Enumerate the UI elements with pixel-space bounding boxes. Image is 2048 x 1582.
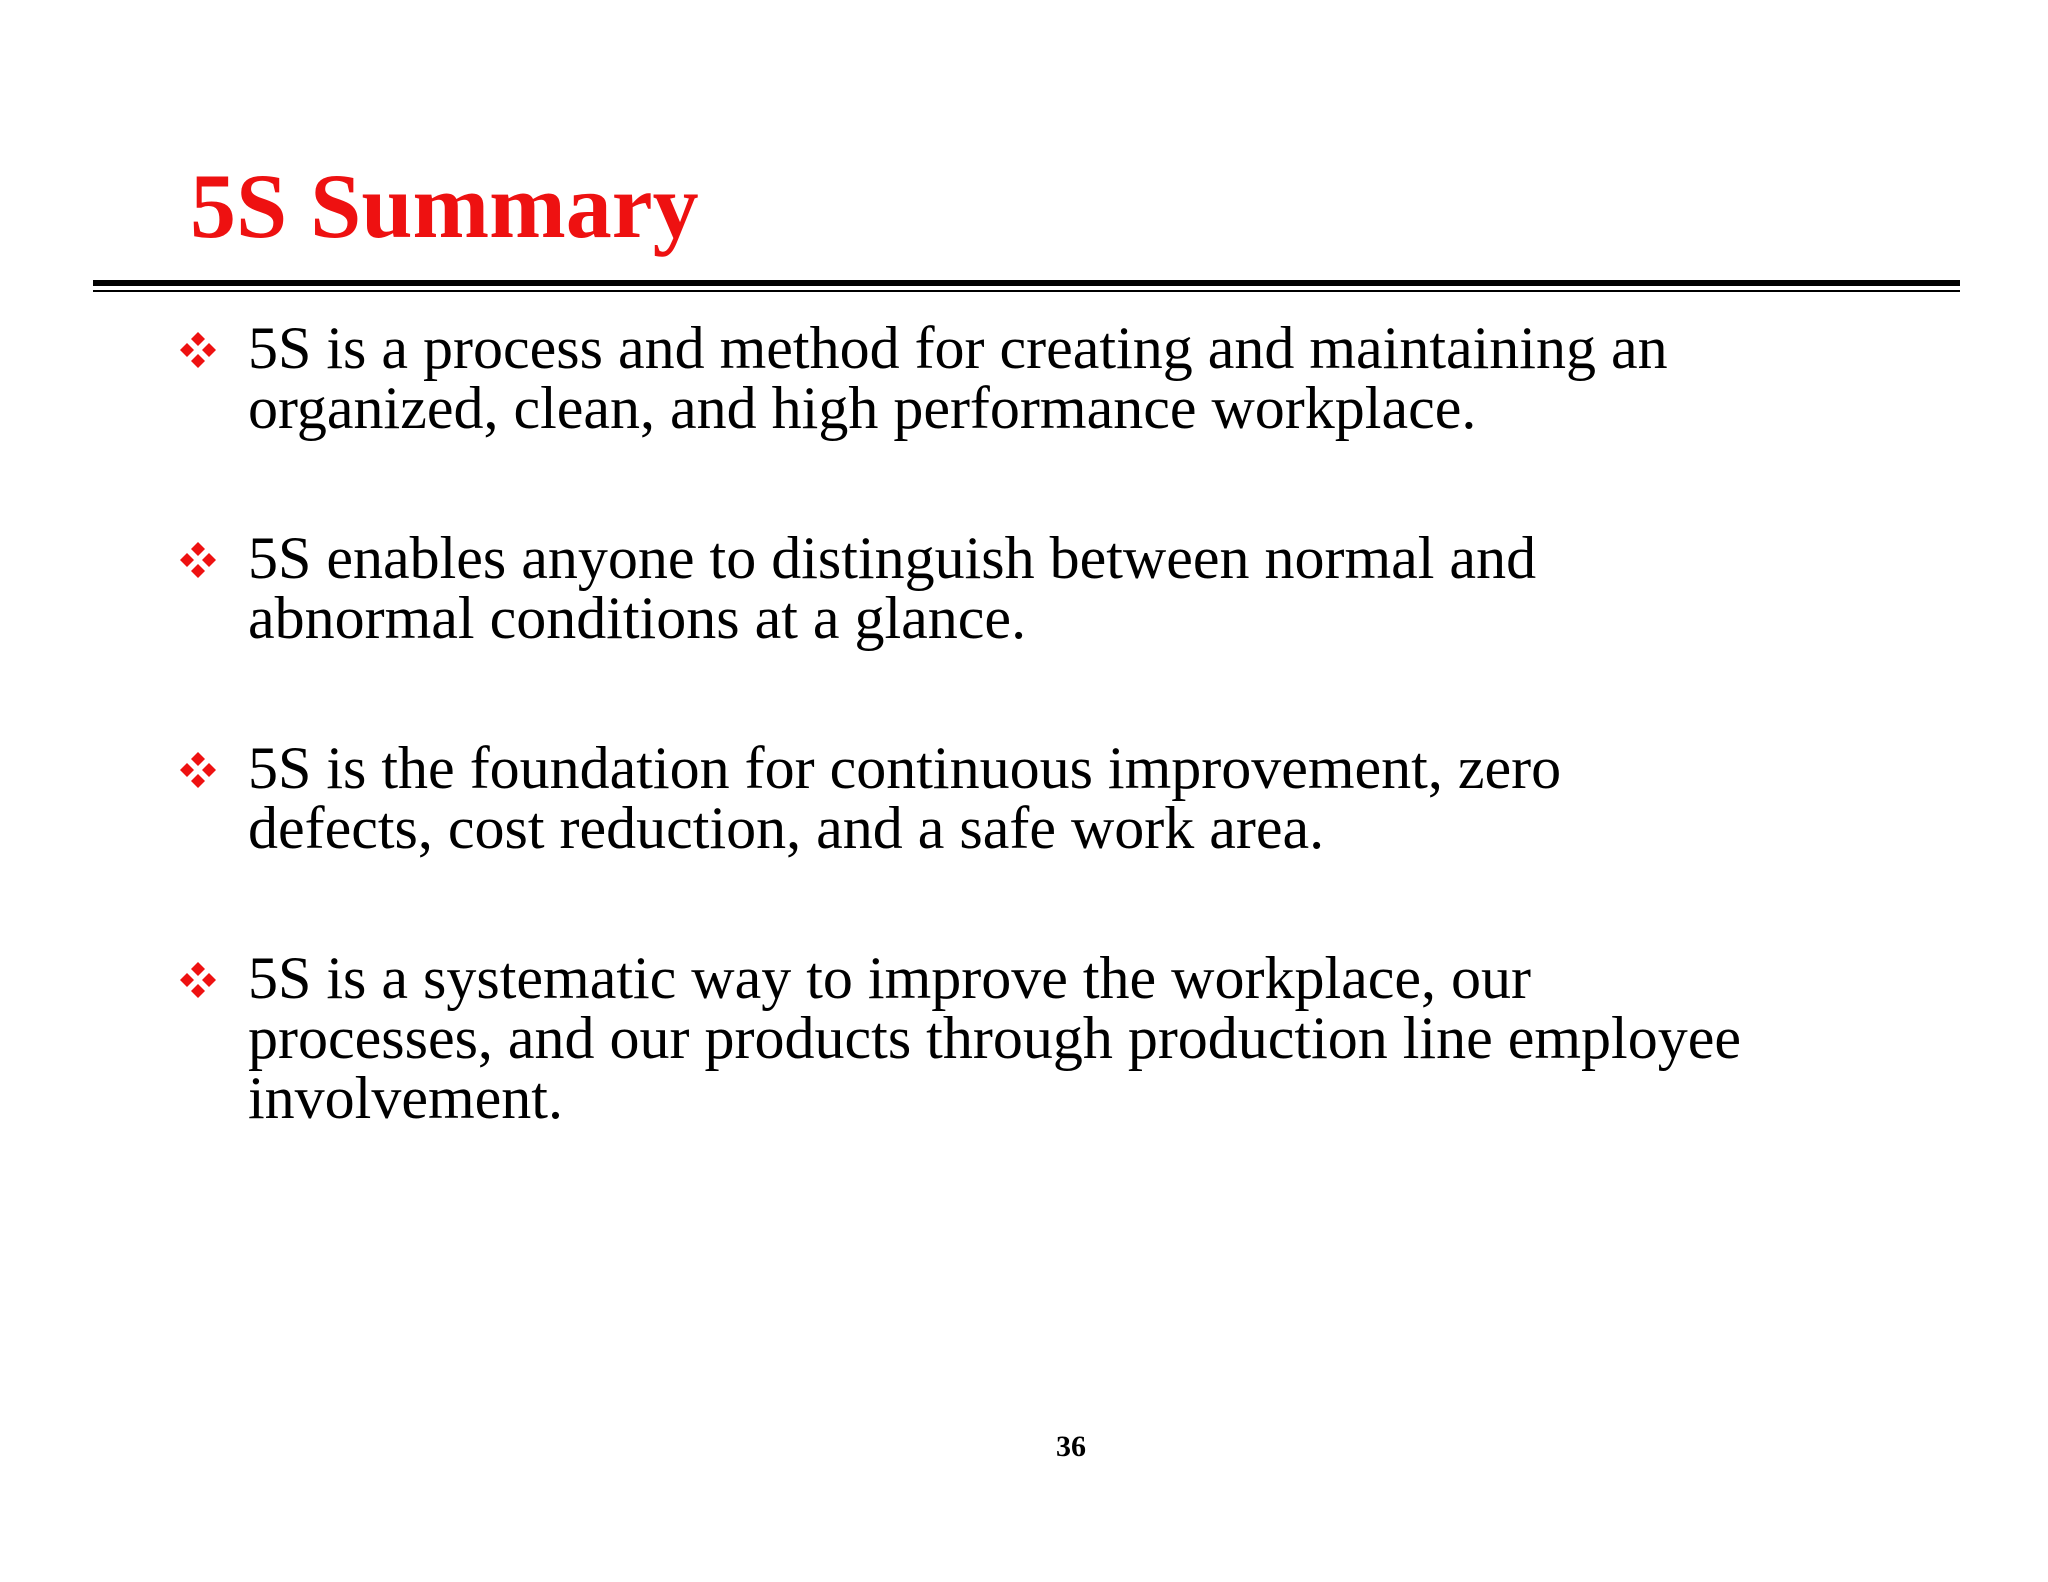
bullet-line: defects, cost reduction, and a safe work area.	[248, 795, 1325, 861]
bullet-item	[178, 525, 1878, 651]
page-number: 36	[1056, 1430, 1086, 1463]
bullet-line: 5S enables anyone to distinguish between normal and	[248, 525, 1537, 591]
four-diamond-bullet-icon	[178, 330, 218, 370]
bullet-line: abnormal conditions at a glance.	[248, 585, 1027, 651]
four-diamond-bullet-icon	[178, 540, 218, 580]
bullet-line: organized, clean, and high performance workplace.	[248, 375, 1477, 441]
title-divider-thin	[93, 290, 1960, 292]
title-divider-thick	[93, 280, 1960, 286]
bullet-line: 5S is the foundation for continuous improvement, zero	[248, 735, 1562, 801]
bullet-item	[178, 735, 1878, 861]
bullet-line: involvement.	[248, 1065, 563, 1131]
bullet-item	[178, 945, 1878, 1131]
four-diamond-bullet-icon	[178, 750, 218, 790]
bullet-line: processes, and our products through production line employee	[248, 1005, 1741, 1071]
bullet-line: 5S is a systematic way to improve the workplace, our	[248, 945, 1532, 1011]
slide-title: 5S Summary	[190, 155, 699, 257]
bullet-line: 5S is a process and method for creating and maintaining an	[248, 315, 1668, 381]
bullet-item	[178, 315, 1878, 441]
four-diamond-bullet-icon	[178, 960, 218, 1000]
bullet-list	[178, 315, 1878, 1218]
